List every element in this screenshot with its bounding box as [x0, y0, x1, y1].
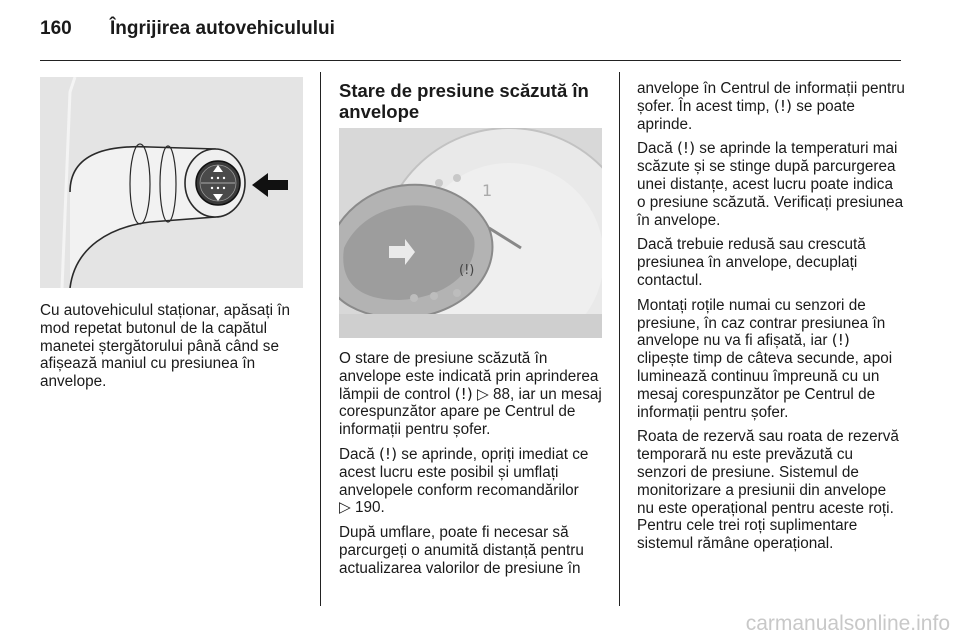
paragraph: Roata de rezervă sau roata de rezervă temporară nu este prevăzută cu senzori de presiune. Sistemul de monitorizare a presiunii din anvelope nu este operațional pentru aceste roți. Pentru cele trei roți suplimentare sistemul rămâne operațional.: [637, 428, 899, 553]
paragraph: După umflare, poate fi necesar să parcurgeți o anumită distanță pentru actualizarea valorilor de presiune în: [339, 524, 584, 577]
section-title: Stare de presiune scăzută în anvelope: [339, 80, 589, 122]
watermark: carmanualsonline.info: [745, 612, 950, 635]
svg-text:1: 1: [482, 181, 493, 200]
triangle-arrow-reference-icon: ▷: [339, 498, 351, 517]
paragraph: Dacă (!) se aprinde la temperaturi mai scăzute și se stinge după parcurgerea unei distanțe, acest lucru poate indica o presiune scăzută. Verificați presiunea în anvelope.: [637, 139, 904, 229]
tire-pressure-warning-icon: (!): [378, 444, 398, 463]
page-number: 160: [40, 18, 72, 39]
triangle-arrow-reference-icon: ▷: [476, 384, 489, 403]
tpms-warning-icon: (!): [459, 263, 475, 278]
instrument-cluster-photo: [339, 128, 602, 338]
tire-pressure-warning-icon: (!): [831, 331, 850, 350]
tire-pressure-warning-icon: (!): [676, 139, 696, 158]
tpms-button-icon: [196, 161, 240, 205]
page-header: [40, 18, 920, 48]
chapter-title: Îngrijirea autovehiculului: [110, 18, 335, 39]
column-2-text: [339, 350, 604, 585]
paragraph: O stare de presiune scăzută în anvelope este indicată prin aprinderea lămpii de control (!) ▷ 88, iar un mesaj corespunzător apare pe Centrul de informații pentru șofer.: [339, 350, 602, 439]
tire-pressure-warning-icon: (!): [773, 96, 792, 115]
header-rule: [40, 60, 901, 61]
column-3-text: [637, 80, 905, 560]
column-divider-2: [619, 72, 620, 606]
paragraph: Dacă (!) se aprinde, opriți imediat ce acest lucru este posibil și umflați anvelopele conform recomandărilor ▷ 190.: [339, 444, 589, 517]
wiper-lever-illustration: [40, 77, 303, 288]
column-divider-1: [320, 72, 321, 606]
paragraph: Montați roțile numai cu senzori de presiune, în caz contrar presiunea în anvelope nu va fi afișată, iar (!) clipește timp de câteva secunde, apoi luminează continuu împreună cu un mesaj corespunzător pe Centrul de informații pentru șofer.: [637, 296, 893, 421]
paragraph: anvelope în Centrul de informații pentru șofer. În acest timp, (!) se poate aprinde.: [637, 80, 905, 133]
tire-pressure-warning-icon: (!): [454, 384, 473, 403]
paragraph: Dacă trebuie redusă sau crescută presiunea în anvelope, decuplați contactul.: [637, 236, 866, 289]
column-1-text: [40, 302, 308, 398]
paragraph: Cu autovehiculul staționar, apăsați în mod repetat butonul de la capătul manetei ștergătorului până când se afișează maniul cu presiunea în anvelope.: [40, 302, 291, 391]
